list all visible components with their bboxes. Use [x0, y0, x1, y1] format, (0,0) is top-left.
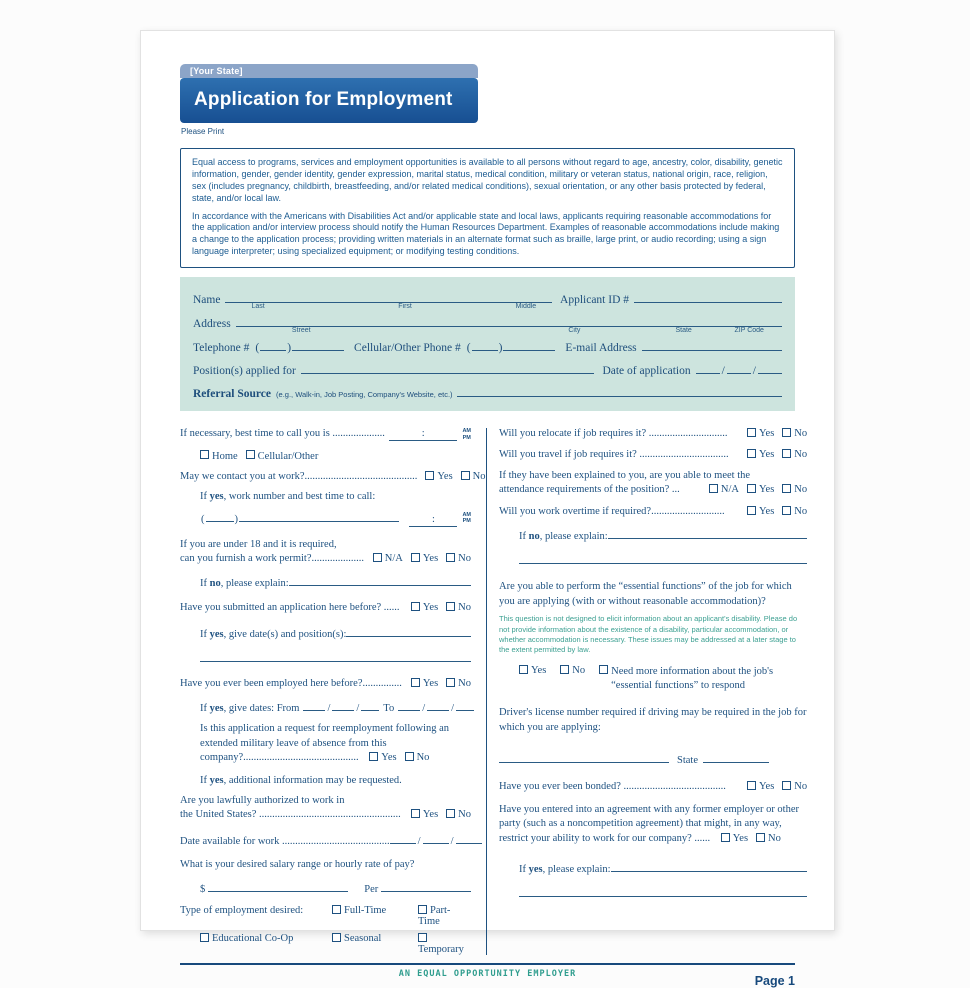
- email-label: E-mail Address: [565, 342, 637, 354]
- name-sub-first: First: [398, 303, 412, 310]
- work-permit-no-checkbox[interactable]: [446, 553, 455, 562]
- contact-work-yes-checkbox[interactable]: [425, 471, 434, 480]
- name-label: Name: [193, 294, 221, 306]
- reemployment-label: Is this application a request for reemployment following an extended military leave of absence from this company?............................................: [200, 723, 450, 764]
- relocate-label: Will you relocate if job requires it? ..............................: [499, 428, 728, 439]
- work-area-code-line[interactable]: [206, 509, 234, 522]
- page-number: Page 1: [754, 974, 795, 988]
- dates-positions-line[interactable]: [346, 624, 471, 637]
- address-label: Address: [193, 318, 231, 330]
- essential-functions-note: This question is not designed to elicit information about an applicant's disability. Please do not provide information about the existence of a disability, particular accommodation, or whether accommodation is necessary. These issues may be addressed at a later stage to the extent permitted by law.: [499, 614, 798, 654]
- bonded-no-checkbox[interactable]: [782, 781, 791, 790]
- date-available-row: [180, 831, 471, 847]
- addr-sub-street: Street: [291, 327, 311, 334]
- applicant-id-input-line[interactable]: [634, 290, 782, 303]
- license-number-line[interactable]: [499, 750, 669, 763]
- under-18-label-1: If you are under 18 and it is required,: [180, 539, 337, 550]
- addr-sub-city: City: [568, 327, 581, 334]
- equal-access-notice: [180, 148, 795, 268]
- referral-source-label: Referral Source: [193, 388, 272, 400]
- work-number-line[interactable]: [239, 509, 399, 522]
- essential-functions-question: Are you able to perform the “essential functions” of the job for which you are applying (with or without reasonable accommodation)?: [499, 581, 792, 607]
- addr-sub-state: State: [675, 327, 692, 334]
- telephone-area-line[interactable]: [260, 338, 286, 351]
- work-permit-na-checkbox[interactable]: [373, 553, 382, 562]
- salary-input-row: [200, 879, 471, 895]
- bonded-label: Have you ever been bonded? .......................................: [499, 780, 726, 792]
- noncompete-question: Have you entered into an agreement with any former employer or other party (such as a noncompetition agreement) that might, in any way, restrict your ability to work for our company? ...... Yes No: [499, 803, 800, 844]
- under-18-row-1: [180, 539, 471, 550]
- permit-explain-label: If no, please explain:: [200, 578, 289, 589]
- submitted-yes-checkbox[interactable]: [411, 602, 420, 611]
- contact-at-work-row: May we contact you at work?........................................... Yes No: [180, 471, 486, 482]
- dates-positions-line-2[interactable]: [200, 649, 471, 662]
- name-row: [193, 290, 782, 310]
- paren-open: (: [255, 342, 260, 354]
- telephone-input-line[interactable]: [292, 338, 344, 351]
- per-input-line[interactable]: [381, 879, 471, 892]
- attendance-yes-checkbox[interactable]: [747, 484, 756, 493]
- employment-dates-label: If yes, give dates: From: [200, 703, 300, 714]
- work-permit-yes-checkbox[interactable]: [411, 553, 420, 562]
- full-time-option: Full-Time: [332, 905, 418, 927]
- noncompete-no-checkbox[interactable]: [756, 833, 765, 842]
- overtime-explain-label: If no, please explain:: [519, 531, 608, 542]
- travel-no-checkbox[interactable]: [782, 449, 791, 458]
- bonded-row: Have you ever been bonded? ....................................... Yes No: [499, 780, 808, 792]
- overtime-row: Will you work overtime if required?............................ Yes No: [499, 506, 808, 517]
- applicant-id-label: Applicant ID #: [560, 294, 629, 306]
- applicant-info-section: [180, 277, 795, 411]
- work-number-label: If yes, work number and best time to call:: [200, 491, 376, 502]
- noncompete-explain-line[interactable]: [611, 859, 808, 872]
- full-time-checkbox[interactable]: [332, 905, 341, 914]
- travel-label: Will you travel if job requires it? ..................................: [499, 449, 729, 460]
- best-time-input-line[interactable]: :: [389, 428, 458, 441]
- date-of-application-input[interactable]: / /: [696, 361, 782, 377]
- home-checkbox[interactable]: [200, 450, 209, 459]
- address-input-line[interactable]: [236, 314, 782, 334]
- work-number-input-row: ( ) : AM PM: [200, 509, 471, 527]
- license-input-row: [499, 750, 807, 766]
- date-of-application-label: Date of application: [602, 365, 691, 377]
- essential-functions-answers: Yes No Need more information about the job's “essential functions” to respond: [519, 665, 807, 693]
- position-label: Position(s) applied for: [193, 365, 296, 377]
- right-column: [487, 428, 807, 955]
- employed-no-checkbox[interactable]: [446, 678, 455, 687]
- educational-coop-option: Educational Co-Op: [200, 933, 332, 955]
- bonded-yes-checkbox[interactable]: [747, 781, 756, 790]
- noncompete-explain-label: If yes, please explain:: [519, 863, 611, 875]
- travel-row: Will you travel if job requires it? .................................. Yes No: [499, 449, 808, 460]
- temporary-checkbox[interactable]: [418, 933, 427, 942]
- from-date-input[interactable]: / /: [303, 698, 379, 714]
- telephone-label: Telephone #: [193, 342, 250, 354]
- reemployment-question: Is this application a request for reemployment following an extended military leave of absence from this company?............................................ Yes No: [200, 723, 450, 764]
- dates-positions-row: [200, 624, 471, 640]
- overtime-explain-line[interactable]: [608, 526, 807, 539]
- employed-before-row: Have you ever been employed here before?............... Yes No: [180, 678, 471, 689]
- date-available-input[interactable]: / /: [390, 831, 482, 847]
- overtime-explain-line-2[interactable]: [519, 551, 807, 564]
- attendance-label-2: attendance requirements of the position? ...: [499, 484, 680, 495]
- cellular-other-label: Cellular/Other: [257, 451, 319, 462]
- reemployment-no-checkbox[interactable]: [405, 752, 414, 761]
- name-sub-middle: Middle: [515, 303, 537, 310]
- additional-info-label: If yes, additional information may be requested.: [200, 775, 402, 787]
- lawful-label-1: Are you lawfully authorized to work in: [180, 795, 345, 807]
- questions-section: [180, 428, 808, 956]
- attendance-label-1: If they have been explained to you, are you able to meet the: [499, 470, 751, 481]
- need-more-info-label: Need more information about the job's “essential functions” to respond: [611, 665, 774, 692]
- phone-row: [193, 338, 782, 354]
- under-18-label-2: can you furnish a work permit?....................: [180, 553, 365, 564]
- employment-type-section: [180, 905, 471, 955]
- am-pm-label: AM PM: [462, 428, 471, 441]
- employed-yes-checkbox[interactable]: [411, 678, 420, 687]
- name-input-line[interactable]: [225, 290, 552, 310]
- license-state-label: State: [677, 754, 698, 766]
- please-print-label: Please Print: [181, 127, 225, 136]
- cellular-area-line[interactable]: [472, 338, 498, 351]
- essential-no-checkbox[interactable]: [560, 665, 569, 674]
- employment-type-label: Type of employment desired:: [180, 905, 304, 917]
- name-sub-last: Last: [251, 303, 265, 310]
- position-input-line[interactable]: [301, 361, 595, 374]
- dates-positions-label: If yes, give date(s) and position(s):: [200, 629, 347, 640]
- seasonal-option: Seasonal: [332, 933, 418, 955]
- license-question: Driver's license number required if driving may be required in the job for which you are applying:: [499, 707, 807, 733]
- work-time-line[interactable]: :: [409, 514, 457, 527]
- under-18-row-2: can you furnish a work permit?.................... N/A Yes No: [180, 553, 471, 564]
- best-time-row: [180, 428, 471, 441]
- am-pm-label: AM PM: [462, 511, 471, 524]
- temporary-option: Temporary: [418, 933, 471, 955]
- lawful-yes-checkbox[interactable]: [411, 809, 420, 818]
- home-label: Home: [212, 451, 238, 462]
- additional-info-row: [200, 775, 471, 786]
- paren-close: ): [287, 342, 292, 354]
- paren-open: (: [466, 342, 471, 354]
- work-number-label-row: [200, 491, 471, 502]
- form-header: [180, 64, 478, 136]
- lawful-row-2: the United States? ...................................................... Yes No: [180, 809, 471, 821]
- relocate-row: Will you relocate if job requires it? .............................. Yes No: [499, 428, 808, 439]
- equal-opportunity-label: AN EQUAL OPPORTUNITY EMPLOYER: [398, 969, 577, 980]
- addr-sub-zip: ZIP Code: [734, 327, 764, 334]
- referral-source-note: (e.g., Walk-in, Job Posting, Company's Website, etc.): [276, 390, 453, 399]
- part-time-checkbox[interactable]: [418, 905, 427, 914]
- permit-explain-line[interactable]: [289, 573, 471, 586]
- essential-yes-checkbox[interactable]: [519, 665, 528, 674]
- part-time-option: Part-Time: [418, 905, 451, 928]
- salary-question-label: What is your desired salary range or hourly rate of pay?: [180, 859, 415, 871]
- essential-need-info-checkbox[interactable]: [599, 665, 608, 674]
- educational-coop-checkbox[interactable]: [200, 933, 209, 942]
- page-title: Application for Employment: [180, 78, 478, 123]
- lawful-label-2: the United States? ......................................................: [180, 809, 401, 821]
- attendance-row-2: attendance requirements of the position? ... N/A Yes No: [499, 484, 808, 495]
- dollar-sign: $: [200, 884, 206, 896]
- left-column: [180, 428, 487, 955]
- relocate-no-checkbox[interactable]: [782, 428, 791, 437]
- per-label: Per: [364, 884, 379, 896]
- overtime-no-checkbox[interactable]: [782, 506, 791, 515]
- attendance-na-checkbox[interactable]: [709, 484, 718, 493]
- notice-paragraph-1: Equal access to programs, services and employment opportunities is available to all persons without regard to age, ancestry, color, disability, genetic information, gender, gender identity, gender expression, marital status, medical condition, military or veteran status, national origin, race, religion, sex (includes pregnancy, childbirth, breastfeeding, and/or related medical conditions), sexual orientation, or any other basis protected by federal, state, and/or local law.: [192, 157, 783, 203]
- contact-work-no-checkbox[interactable]: [461, 471, 470, 480]
- paren-close: ): [498, 342, 503, 354]
- attendance-row-1: [499, 470, 807, 481]
- overtime-yes-checkbox[interactable]: [747, 506, 756, 515]
- state-tab: [Your State]: [180, 64, 478, 78]
- best-time-label: If necessary, best time to call you is ....................: [180, 428, 385, 439]
- salary-input-line[interactable]: [208, 879, 348, 892]
- to-date-input[interactable]: / /: [398, 698, 474, 714]
- referral-row: [193, 384, 782, 400]
- attendance-no-checkbox[interactable]: [782, 484, 791, 493]
- employment-dates-row: [200, 698, 471, 714]
- salary-question-row: [180, 859, 471, 870]
- lawful-row-1: [180, 795, 471, 806]
- noncompete-explain-row: [519, 859, 807, 875]
- submitted-no-checkbox[interactable]: [446, 602, 455, 611]
- form-footer: [180, 963, 795, 988]
- submitted-before-row: Have you submitted an application here before? ...... Yes No: [180, 602, 471, 613]
- seasonal-checkbox[interactable]: [332, 933, 341, 942]
- overtime-explain-row: [519, 526, 807, 542]
- noncompete-explain-line-2[interactable]: [519, 884, 807, 897]
- referral-input-line[interactable]: [457, 384, 782, 397]
- email-input-line[interactable]: [642, 338, 782, 351]
- relocate-yes-checkbox[interactable]: [747, 428, 756, 437]
- overtime-label: Will you work overtime if required?............................: [499, 506, 725, 517]
- notice-paragraph-2: In accordance with the Americans with Disabilities Act and/or applicable state and local laws, applicants requiring reasonable accommodations for the application and/or interview process should notify the Human Resources Department. Examples of reasonable accommodations include making a change to the application process; providing written materials in an alternate format such as braille, large print, or audio recording; using a sign language interpreter; using specialized equipment; or modifying testing conditions.: [192, 210, 780, 257]
- to-label: To: [383, 703, 395, 714]
- date-available-label: Date available for work .........................................: [180, 836, 390, 848]
- noncompete-label: Have you entered into an agreement with any former employer or other party (such as a noncompetition agreement) that might, in any way, restrict your ability to work for our company? ......: [499, 803, 800, 844]
- cellular-input-line[interactable]: [503, 338, 555, 351]
- license-state-line[interactable]: [703, 750, 769, 763]
- application-form-page: [140, 30, 835, 988]
- permit-explain-row: [200, 573, 471, 589]
- submitted-before-label: Have you submitted an application here before? ......: [180, 602, 400, 613]
- cellular-other-checkbox[interactable]: [246, 450, 255, 459]
- contact-at-work-label: May we contact you at work?...........................................: [180, 471, 418, 482]
- reemployment-yes-checkbox[interactable]: [369, 752, 378, 761]
- employed-before-label: Have you ever been employed here before?...............: [180, 678, 402, 689]
- address-row: [193, 314, 782, 334]
- cellular-label: Cellular/Other Phone #: [354, 342, 461, 354]
- lawful-no-checkbox[interactable]: [446, 809, 455, 818]
- travel-yes-checkbox[interactable]: [747, 449, 756, 458]
- position-row: [193, 361, 782, 377]
- phone-type-row: [200, 450, 471, 462]
- noncompete-yes-checkbox[interactable]: [721, 833, 730, 842]
